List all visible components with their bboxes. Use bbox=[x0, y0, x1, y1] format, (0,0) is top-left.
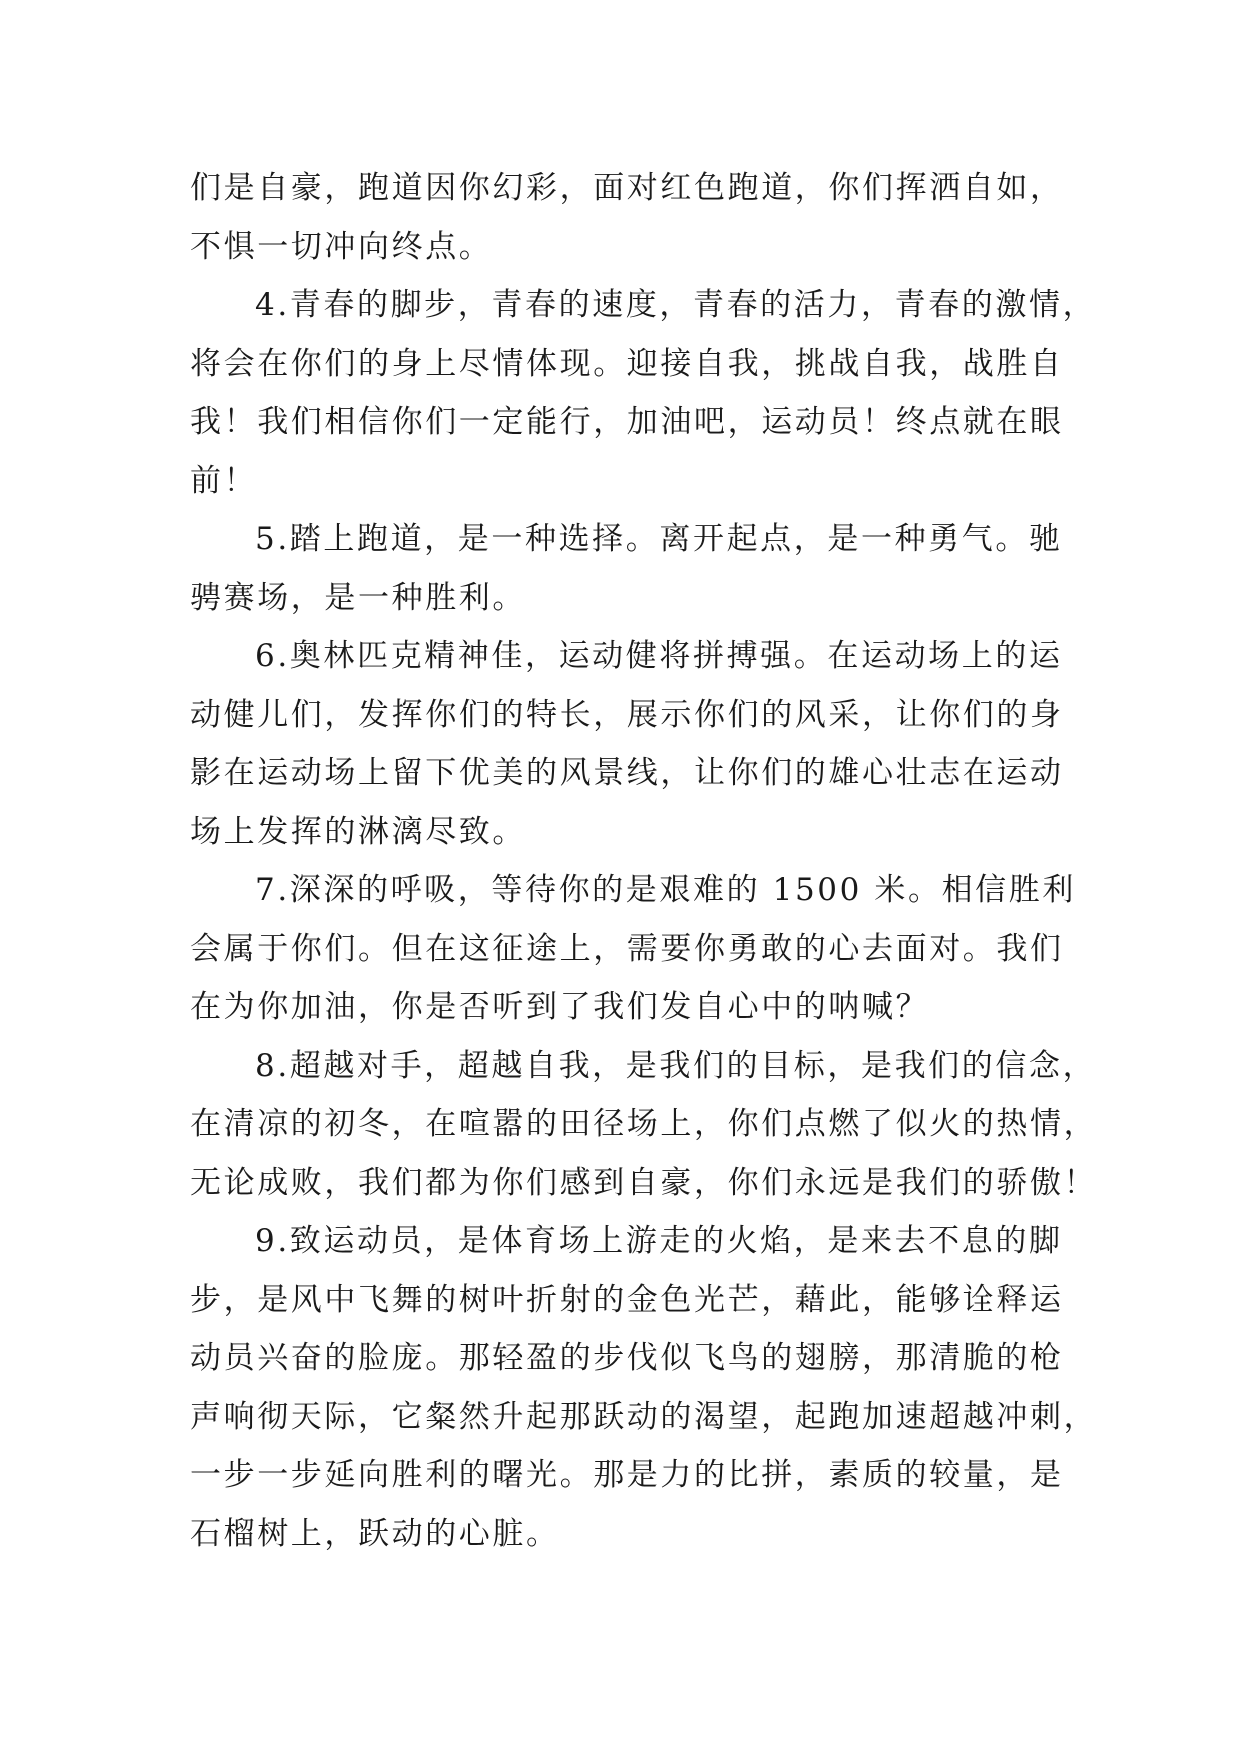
text-line: 前！ bbox=[190, 462, 258, 499]
paragraph-3-continuation bbox=[190, 159, 1070, 276]
paragraph-4 bbox=[190, 276, 1097, 510]
text-line: 步，是风中飞舞的树叶折射的金色光芒，藉此，能够诠释运 bbox=[190, 1281, 1064, 1318]
text-line: 影在运动场上留下优美的风景线，让你们的雄心壮志在运动 bbox=[190, 755, 1064, 791]
text-line: 在清凉的初冬，在喧嚣的田径场上，你们点燃了似火的热情， bbox=[190, 1106, 1098, 1142]
text-line: 骋赛场，是一种胜利。 bbox=[190, 579, 526, 616]
text-line: 将会在你们的身上尽情体现。迎接自我，挑战自我，战胜自 bbox=[190, 345, 1064, 382]
text-line: 在为你加油，你是否听到了我们发自心中的呐喊？ bbox=[190, 989, 930, 1025]
text-line: 6.奥林匹克精神佳，运动健将拼搏强。在运动场上的运 bbox=[255, 638, 1063, 674]
text-line: 9.致运动员，是体育场上游走的火焰，是来去不息的脚 bbox=[255, 1223, 1063, 1259]
text-line: 动员兴奋的脸庞。那轻盈的步伐似飞鸟的翅膀，那清脆的枪 bbox=[190, 1340, 1064, 1376]
paragraph-9 bbox=[190, 1212, 1098, 1563]
text-line: 动健儿们，发挥你们的特长，展示你们的风采，让你们的身 bbox=[190, 696, 1064, 733]
text-line: 们是自豪，跑道因你幻彩，面对红色跑道，你们挥洒自如， bbox=[190, 170, 1064, 206]
text-line: 会属于你们。但在这征途上，需要你勇敢的心去面对。我们 bbox=[190, 930, 1064, 967]
text-line: 无论成败，我们都为你们感到自豪，你们永远是我们的骄傲！ bbox=[190, 1164, 1098, 1201]
text-line: 8.超越对手，超越自我，是我们的目标，是我们的信念， bbox=[255, 1047, 1097, 1084]
paragraph-5 bbox=[190, 510, 1070, 627]
document-body bbox=[190, 159, 1098, 1563]
paragraph-7 bbox=[190, 861, 1076, 1037]
text-line: 不惧一切冲向终点。 bbox=[190, 228, 493, 265]
text-line: 一步一步延向胜利的曙光。那是力的比拼，素质的较量，是 bbox=[190, 1457, 1064, 1493]
text-line: 声响彻天际，它粲然升起那跃动的渴望，起跑加速超越冲刺， bbox=[190, 1398, 1098, 1435]
paragraph-8 bbox=[190, 1037, 1098, 1213]
text-line: 我！我们相信你们一定能行，加油吧，运动员！终点就在眼 bbox=[190, 404, 1064, 440]
text-line: 场上发挥的淋漓尽致。 bbox=[190, 813, 526, 850]
paragraph-6 bbox=[190, 627, 1070, 861]
text-line: 石榴树上，跃动的心脏。 bbox=[190, 1515, 560, 1552]
text-line: 7.深深的呼吸，等待你的是艰难的 1500 米。相信胜利 bbox=[255, 872, 1076, 908]
text-line: 5.踏上跑道，是一种选择。离开起点，是一种勇气。驰 bbox=[255, 521, 1063, 557]
text-line: 4.青春的脚步，青春的速度，青春的活力，青春的激情， bbox=[255, 287, 1097, 323]
